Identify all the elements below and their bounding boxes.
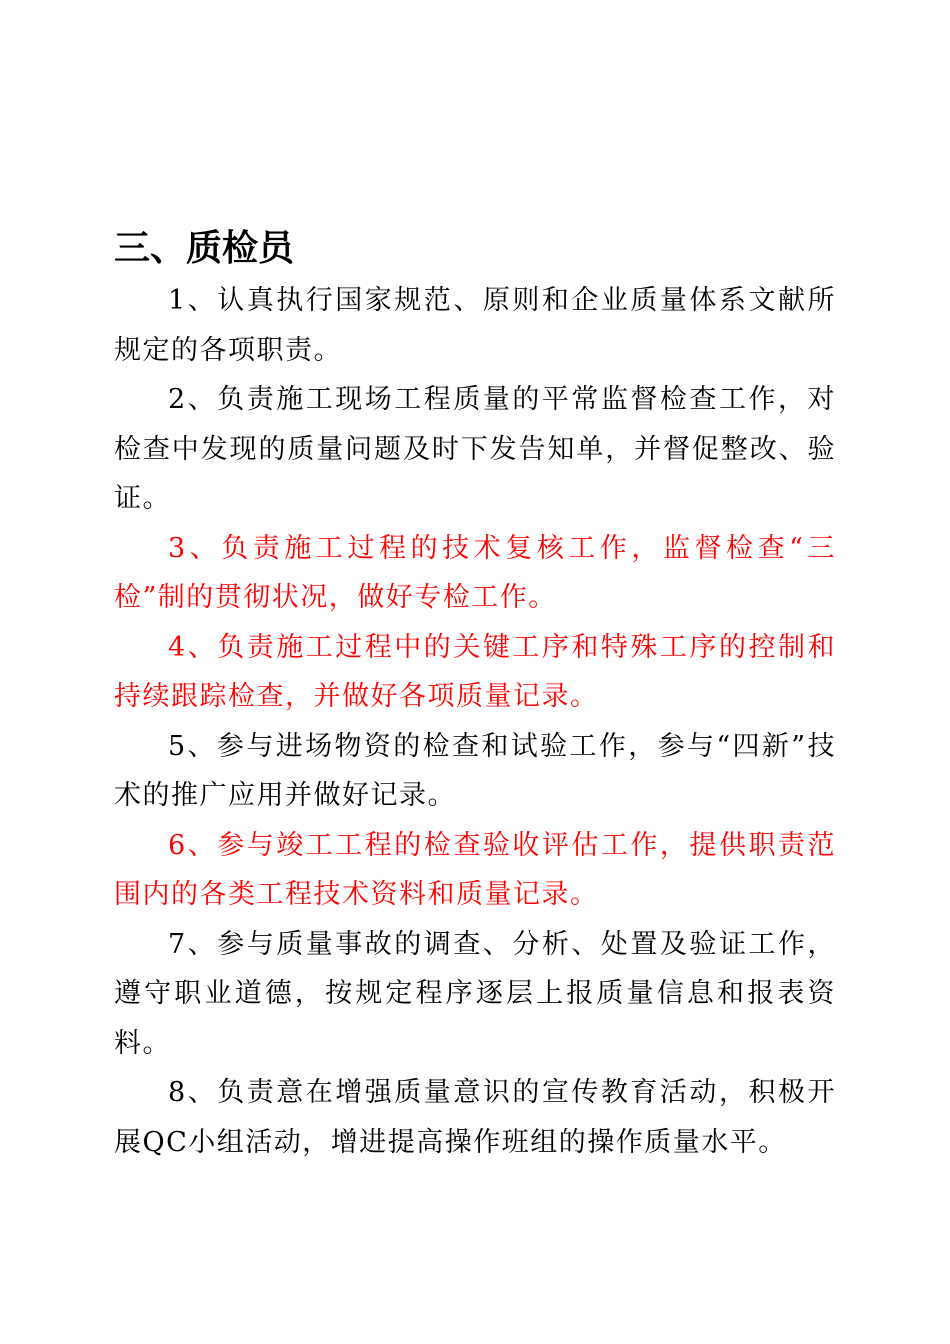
- duty-item-3: 3、负责施工过程的技术复核工作，监督检查“三检”制的贯彻状况，做好专检工作。: [114, 532, 836, 613]
- duty-list: [114, 276, 836, 1167]
- duty-item-4: 4、负责施工过程中的关键工序和特殊工序的控制和持续跟踪检查，并做好各项质量记录。: [114, 631, 836, 712]
- duty-item-7: 7、参与质量事故的调查、分析、处置及验证工作，遵守职业道德，按规定程序逐层上报质量信息和报表资料。: [114, 928, 836, 1059]
- section-heading: 三、质检员: [114, 227, 295, 269]
- duty-item-1: 1、认真执行国家规范、原则和企业质量体系文献所规定的各项职责。: [114, 285, 836, 366]
- duty-item-6: 6、参与竣工工程的检查验收评估工作，提供职责范围内的各类工程技术资料和质量记录。: [114, 829, 836, 910]
- duty-item-8: 8、负责意在增强质量意识的宣传教育活动，积极开展QC小组活动，增进提高操作班组的操作质量水平。: [114, 1077, 836, 1158]
- duty-item-2: 2、负责施工现场工程质量的平常监督检查工作，对检查中发现的质量问题及时下发告知单，并督促整改、验证。: [114, 384, 836, 514]
- duty-item-5: 5、参与进场物资的检查和试验工作，参与“四新”技术的推广应用并做好记录。: [114, 730, 836, 811]
